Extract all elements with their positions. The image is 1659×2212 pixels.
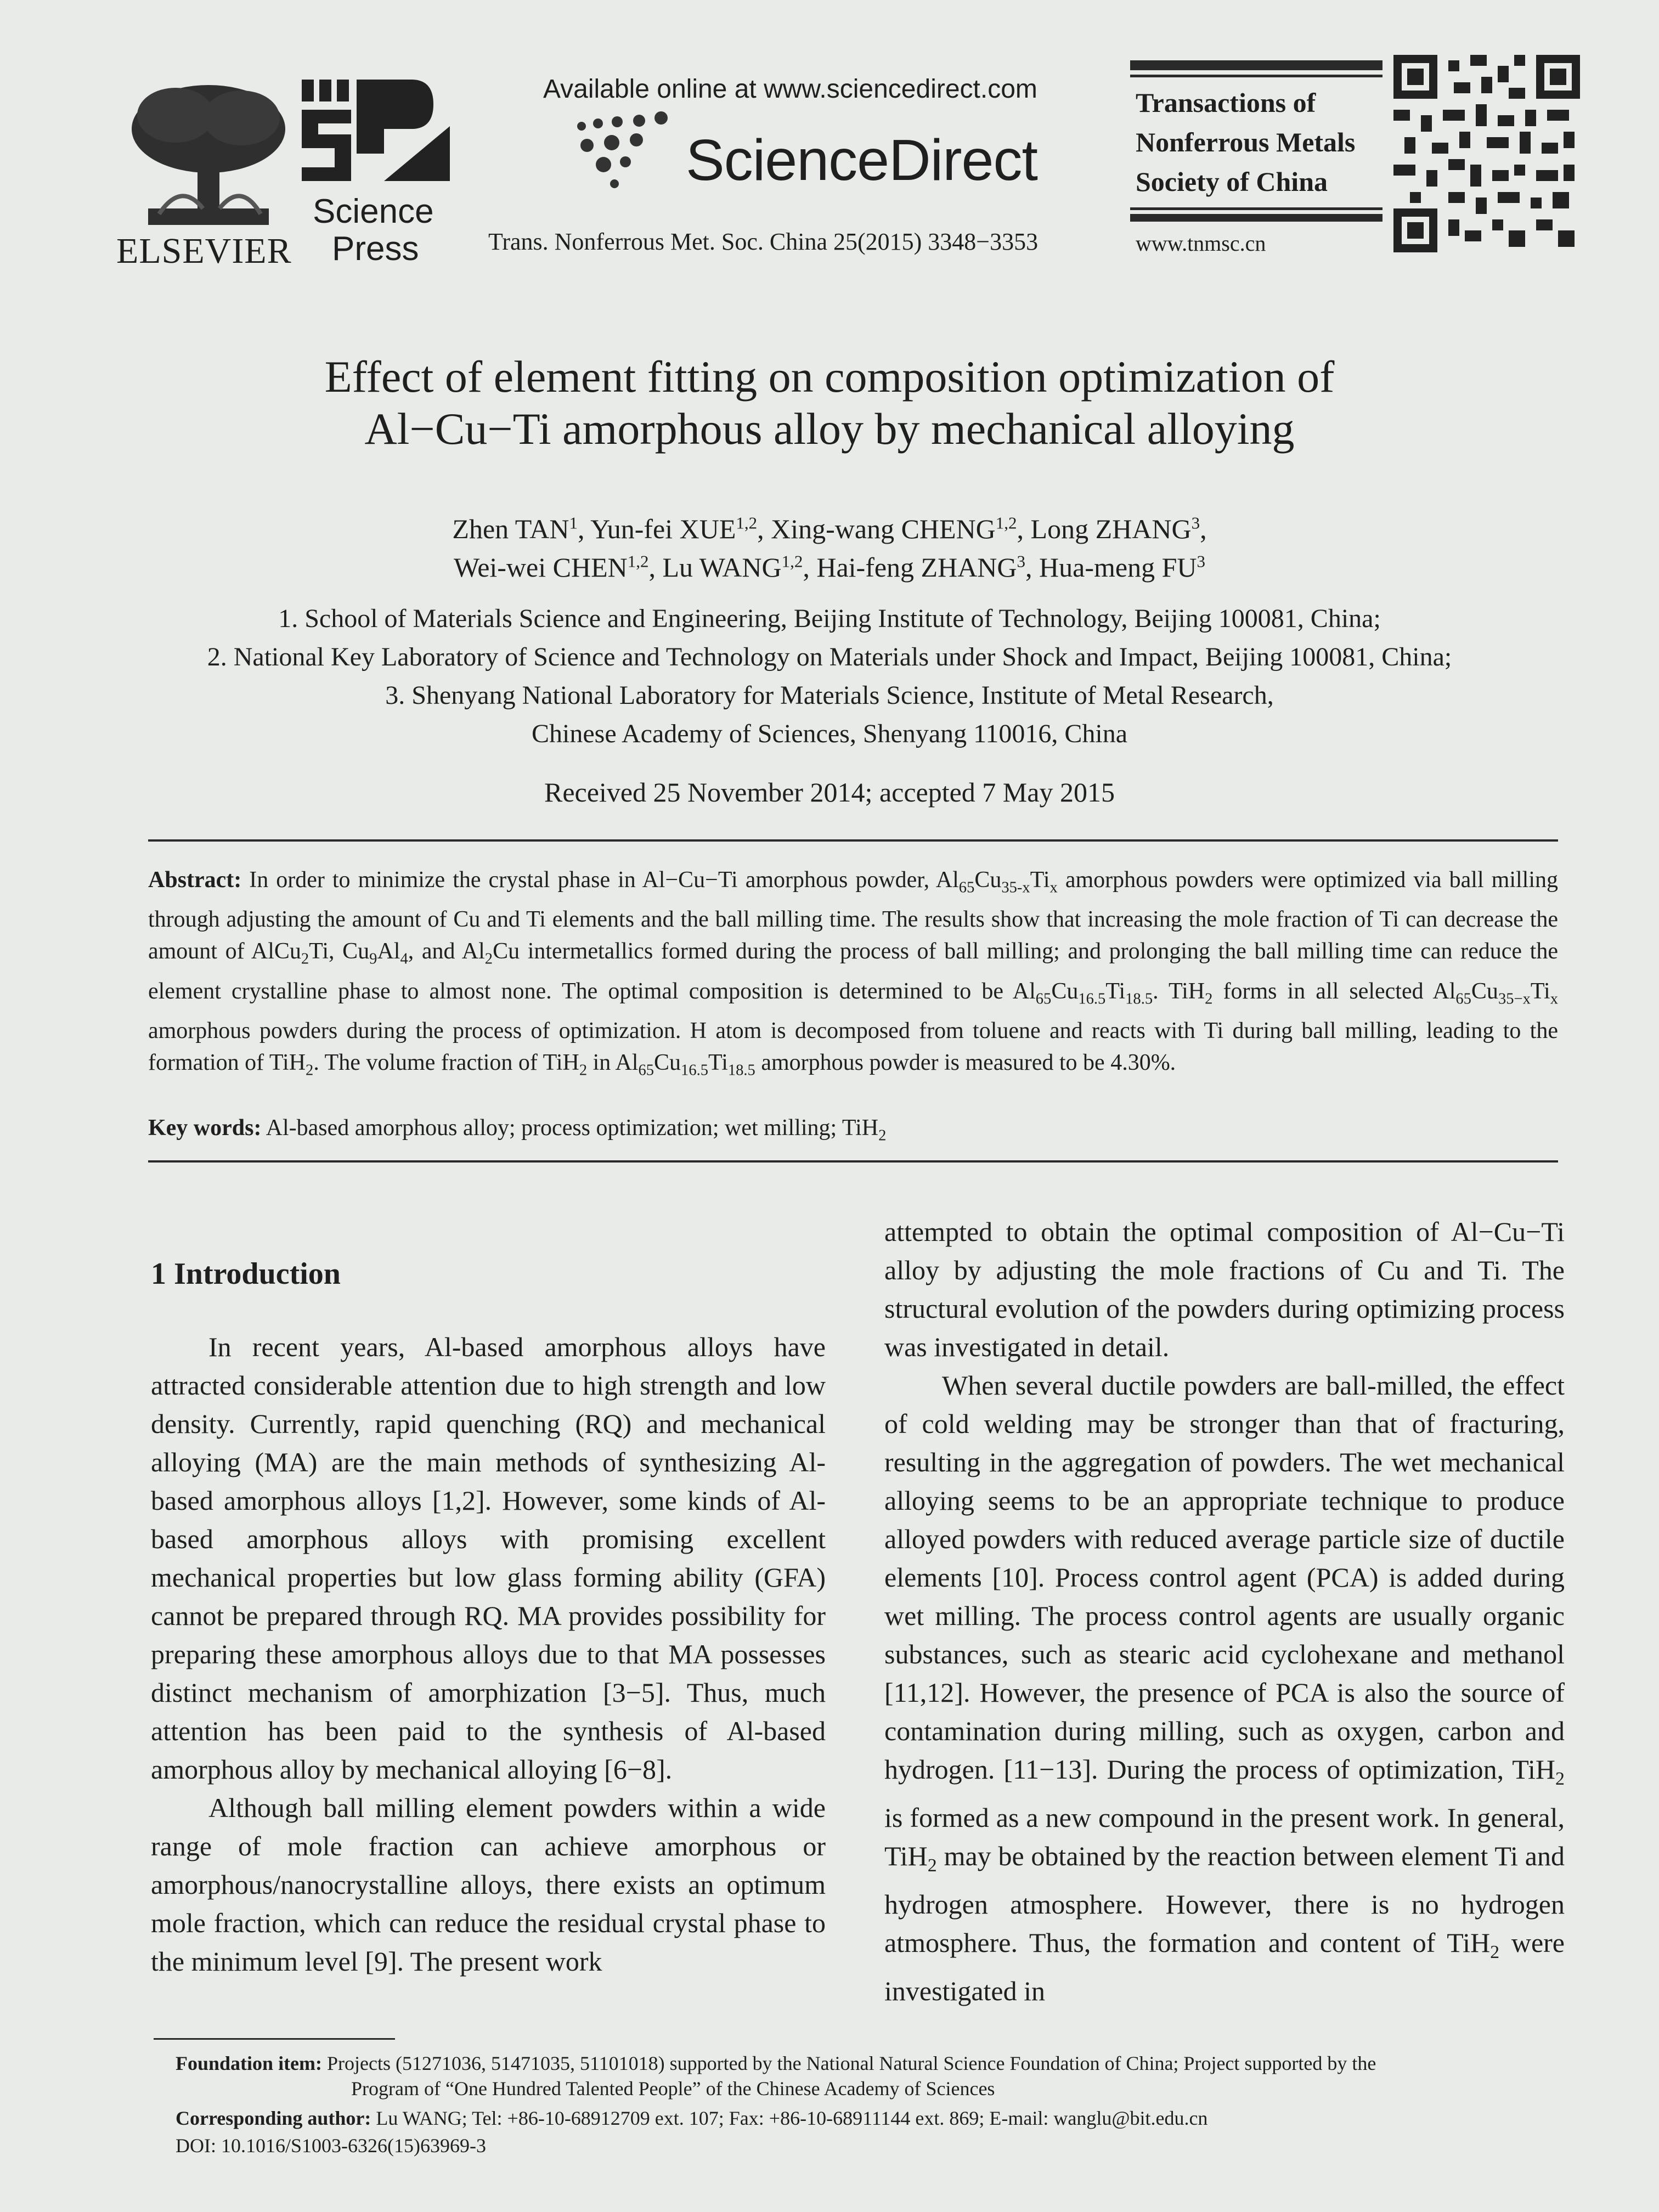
abstract-text: Ti	[708, 1050, 728, 1076]
article-title-line1: Effect of element fitting on composition optimization of	[324, 352, 1335, 402]
affiliation-3: 3. Shenyang National Laboratory for Materials Science, Institute of Metal Research,	[385, 681, 1274, 710]
abstract-text: Cu	[974, 867, 1002, 893]
paragraph: In recent years, Al-based amorphous alloys have attracted considerable attention due to high strength and low density. Currently, rapid quenching (RQ) and mechanical alloying (MA) are the main methods of synthesizing Al-based amorphous alloys [1,2]. However, some kinds of Al-based amorphous alloys with promising excellent mechanical properties but low glass forming ability (GFA) cannot be prepared through RQ. MA provides possibility for preparing these amorphous alloys due to that MA possesses distinct mechanism of amorphization [3−5]. Thus, much attention has been paid to the synthesis of Al-based amorphous alloy by mechanical alloying [6−8].	[151, 1331, 826, 1785]
foundation-text-cont: Program of “One Hundred Talented People” of the Chinese Academy of Sciences	[351, 2078, 995, 2100]
abstract-sub: 2	[484, 950, 493, 968]
paragraph-text: were investigated in	[884, 1927, 1565, 2006]
author-list-line1	[0, 513, 1659, 545]
journal-citation: Trans. Nonferrous Met. Soc. China 25(2015) 3348−3353	[488, 228, 1039, 255]
author-name: , Lu WANG	[648, 552, 782, 583]
abstract-text: Ti	[1530, 978, 1550, 1004]
sciencedirect-wordmark: ScienceDirect	[686, 128, 1037, 193]
abstract-text: forms in all selected Al	[1212, 978, 1456, 1004]
abstract-sub: 65	[958, 879, 975, 896]
abstract-sub: 35−x	[1498, 990, 1531, 1008]
affiliation-1: 1. School of Materials Science and Engineering, Beijing Institute of Technology, Beijing 100081, China;	[278, 604, 1381, 633]
paragraph-text: is formed as a new compound in the present work. In general, TiH	[884, 1802, 1565, 1871]
corresponding-text: Lu WANG; Tel: +86-10-68912709 ext. 107; Fax: +86-10-68911144 ext. 869; E-mail: wanglu@bit.edu.cn	[371, 2107, 1208, 2129]
author-affiliation: 1	[569, 513, 578, 533]
author-name: Wei-wei CHEN	[454, 552, 628, 583]
journal-rule-top-thin	[1130, 75, 1383, 77]
paragraph-sub: 2	[927, 1855, 937, 1876]
author-name: , Hua-meng FU	[1025, 552, 1197, 583]
abstract-text: Ti, Cu	[309, 939, 370, 964]
abstract-sub: 2	[306, 1062, 314, 1079]
abstract-sub: 35-x	[1001, 879, 1030, 896]
journal-name-line3: Society of China	[1136, 166, 1328, 197]
abstract-text: . The volume fraction of TiH	[313, 1050, 579, 1076]
sciencedirect-dots-icon	[571, 110, 686, 192]
abstract-text: Cu	[1051, 978, 1079, 1004]
left-column	[151, 1328, 826, 1980]
abstract-sub: 16.5	[681, 1062, 709, 1079]
abstract-sub: 65	[638, 1062, 654, 1079]
journal-website: www.tnmsc.cn	[1136, 231, 1266, 256]
corresponding-footnote	[176, 2106, 1580, 2131]
foundation-label: Foundation item:	[176, 2052, 323, 2074]
journal-name-line1: Transactions of	[1136, 87, 1316, 118]
elsevier-wordmark: ELSEVIER	[116, 231, 292, 271]
abstract-sub: 16.5	[1078, 990, 1106, 1008]
abstract-sub: 2	[301, 950, 309, 968]
footnote-rule	[154, 2038, 395, 2040]
journal-rule-bottom	[1130, 214, 1383, 222]
abstract-text: , and Al	[408, 939, 485, 964]
abstract-sub: 18.5	[1125, 990, 1153, 1008]
keywords-text: Al-based amorphous alloy; process optimization; wet milling; TiH	[261, 1115, 879, 1141]
abstract-text: Al	[377, 939, 400, 964]
paragraph-sub: 2	[1490, 1942, 1500, 1962]
abstract-rule-top	[148, 839, 1558, 842]
abstract	[148, 864, 1558, 1087]
author-affiliation: 1,2	[995, 513, 1017, 533]
abstract-sub: x	[1550, 990, 1558, 1008]
keywords	[148, 1112, 1558, 1152]
author-name: Zhen TAN	[452, 514, 569, 544]
abstract-rule-bottom	[148, 1160, 1558, 1163]
keywords-sub: 2	[878, 1127, 887, 1144]
paragraph	[884, 1366, 1565, 2010]
abstract-sub: 18.5	[727, 1062, 755, 1079]
paragraph: Although ball milling element powders within a wide range of mole fraction can achieve amorphous or amorphous/nanocrystalline alloys, there exists an optimum mole fraction, which can reduce the residual crystal phase to the minimum level [9]. The present work	[151, 1792, 826, 1977]
section-heading: 1 Introduction	[151, 1257, 341, 1291]
foundation-footnote	[176, 2051, 1580, 2101]
keywords-label: Key words:	[148, 1115, 262, 1141]
qr-code-icon	[1393, 55, 1580, 252]
affiliation-2: 2. National Key Laboratory of Science and Technology on Materials under Shock and Impact, Beijing 100081, China;	[207, 642, 1452, 672]
abstract-text: Ti	[1030, 867, 1050, 893]
author-affiliation: 3	[1017, 551, 1026, 571]
author-affiliation: 1,2	[736, 513, 758, 533]
abstract-text: Cu intermetallics formed during the process of ball milling; and prolonging the ball milling time can reduce the element crystalline phase to almost none. The optimal composition is determined to be Al	[148, 939, 1558, 1004]
paragraph-text: When several ductile powders are ball-milled, the effect of cold welding may be stronger than that of fracturing, resulting in the aggregation of powders. The wet mechanical alloying seems to be an appropriate technique to produce alloyed powders with reduced average particle size of ductile elements [10]. Process control agent (PCA) is added during wet milling. The process control agents are usually organic substances, such as stearic acid cyclohexane and methanol [11,12]. However, the presence of PCA is also the source of contamination during milling, such as oxygen, carbon and hydrogen. [11−13]. During the process of optimization, TiH	[884, 1370, 1565, 1785]
author-list-line2	[0, 551, 1659, 583]
journal-name-line2: Nonferrous Metals	[1136, 127, 1356, 157]
elsevier-tree-logo	[126, 77, 291, 230]
abstract-sub: 65	[1455, 990, 1471, 1008]
author-name: , Hai-feng ZHANG	[803, 552, 1017, 583]
abstract-sub: 65	[1035, 990, 1052, 1008]
abstract-sub: 9	[369, 950, 377, 968]
science-press-logo	[302, 77, 455, 203]
abstract-text: amorphous powder is measured to be 4.30%.	[755, 1050, 1176, 1076]
abstract-text: amorphous powders were optimized via ball milling through adjusting the amount of Cu and Ti elements and the ball milling time. The results show that increasing the mole fraction of Ti can decrease the amount of AlCu	[148, 867, 1558, 964]
author-name: , Yun-fei XUE	[578, 514, 736, 544]
abstract-sub: 2	[1205, 990, 1213, 1008]
paragraph: attempted to obtain the optimal composition of Al−Cu−Ti alloy by adjusting the mole fractions of Cu and Ti. The structural evolution of the powders during optimizing process was investigated in detail.	[884, 1216, 1565, 1362]
abstract-text: . TiH	[1153, 978, 1205, 1004]
science-press-word1: Science	[313, 193, 434, 230]
foundation-text: Projects (51271036, 51471035, 51101018) supported by the National Natural Science Foundation of China; Project supported by the	[322, 2052, 1376, 2074]
abstract-text: Cu	[654, 1050, 681, 1076]
abstract-label: Abstract:	[148, 867, 242, 893]
abstract-text: in Al	[587, 1050, 639, 1076]
corresponding-label: Corresponding author:	[176, 2107, 371, 2129]
abstract-sub: 2	[579, 1062, 588, 1079]
journal-rule-top	[1130, 60, 1383, 70]
available-online-text: Available online at www.sciencedirect.com	[543, 75, 1037, 104]
paragraph-text: may be obtained by the reaction between element Ti and hydrogen atmosphere. However, there is no hydrogen atmosphere. Thus, the formation and content of TiH	[884, 1841, 1565, 1958]
abstract-text: In order to minimize the crystal phase in Al−Cu−Ti amorphous powder, Al	[241, 867, 959, 893]
author-affiliation: 1,2	[781, 551, 803, 571]
author-affiliation: 1,2	[627, 551, 649, 571]
author-name: , Long ZHANG	[1017, 514, 1192, 544]
paragraph-sub: 2	[1555, 1769, 1565, 1789]
author-separator: ,	[1200, 514, 1207, 544]
affiliation-3-cont: Chinese Academy of Sciences, Shenyang 110016, China	[532, 719, 1127, 748]
journal-rule-bottom-thin	[1130, 207, 1383, 210]
right-column	[884, 1212, 1565, 2010]
doi-footnote: DOI: 10.1016/S1003-6326(15)63969-3	[176, 2135, 486, 2157]
abstract-sub: 4	[400, 950, 408, 968]
science-press-word2: Press	[332, 230, 419, 268]
received-dates: Received 25 November 2014; accepted 7 May 2015	[544, 777, 1115, 808]
author-affiliation: 3	[1197, 551, 1205, 571]
abstract-text: Ti	[1105, 978, 1126, 1004]
article-title-line2: Al−Cu−Ti amorphous alloy by mechanical alloying	[364, 404, 1295, 454]
author-name: , Xing-wang CHENG	[757, 514, 996, 544]
abstract-sub: x	[1049, 879, 1058, 896]
abstract-text: amorphous powders during the process of optimization. H atom is decomposed from toluene and reacts with Ti during ball milling, leading to the formation of TiH	[148, 1018, 1558, 1076]
abstract-text: Cu	[1471, 978, 1498, 1004]
author-affiliation: 3	[1191, 513, 1200, 533]
